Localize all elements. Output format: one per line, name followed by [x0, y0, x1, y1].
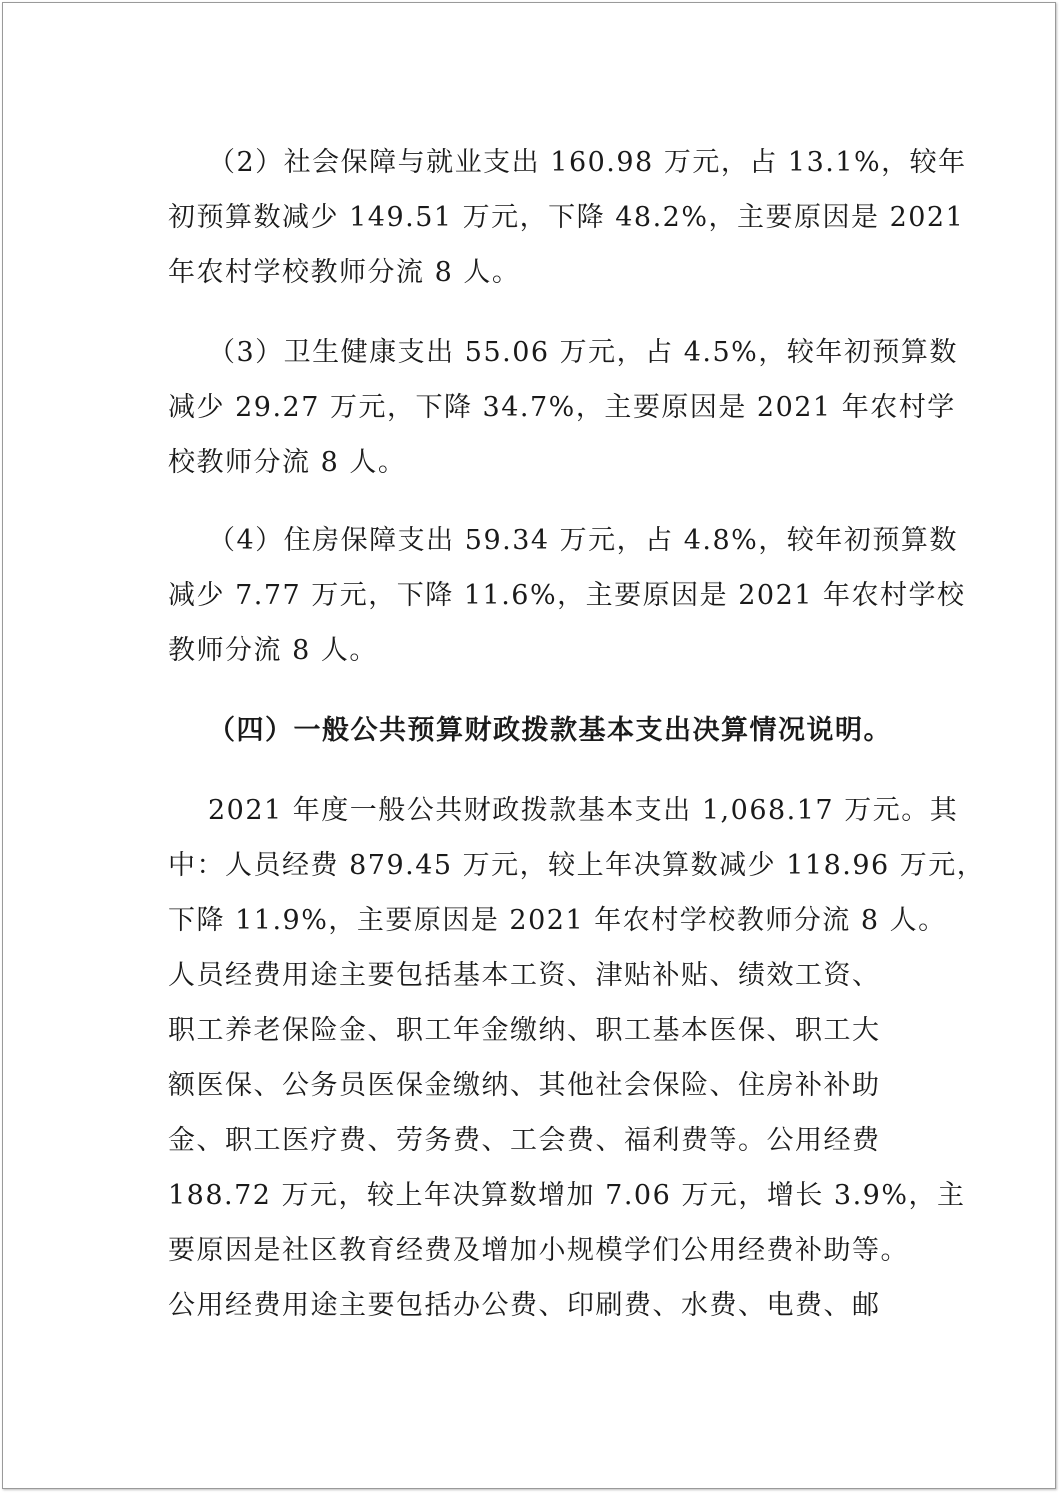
text-line: 额医保、公务员医保金缴纳、其他社会保险、住房补补助 [168, 1070, 881, 1101]
text-line: 初预算数减少 149.51 万元，下降 48.2%，主要原因是 2021 [168, 202, 965, 233]
text-line: 2021 年度一般公共财政拨款基本支出 1,068.17 万元。其 [208, 795, 959, 826]
document-page [2, 2, 1056, 1489]
text-line: 188.72 万元，较上年决算数增加 7.06 万元，增长 3.9%，主 [168, 1180, 966, 1211]
text-line: 人员经费用途主要包括基本工资、津贴补贴、绩效工资、 [168, 960, 881, 991]
text-line: 中：人员经费 879.45 万元，较上年决算数减少 118.96 万元， [168, 850, 986, 881]
text-line: 公用经费用途主要包括办公费、印刷费、水费、电费、邮 [168, 1290, 881, 1321]
text-line: 减少 29.27 万元，下降 34.7%，主要原因是 2021 年农村学 [168, 392, 956, 423]
text-line: （2）社会保障与就业支出 160.98 万元，占 13.1%，较年 [208, 147, 967, 178]
text-line: （3）卫生健康支出 55.06 万元，占 4.5%，较年初预算数 [208, 337, 958, 368]
section-heading: （四）一般公共预算财政拨款基本支出决算情况说明。 [208, 715, 892, 746]
text-line: 教师分流 8 人。 [168, 635, 378, 666]
text-line: 校教师分流 8 人。 [168, 447, 407, 478]
text-line: 下降 11.9%，主要原因是 2021 年农村学校教师分流 8 人。 [168, 905, 947, 936]
text-line: 职工养老保险金、职工年金缴纳、职工基本医保、职工大 [168, 1015, 881, 1046]
text-line: 减少 7.77 万元，下降 11.6%，主要原因是 2021 年农村学校 [168, 580, 966, 611]
text-line: 金、职工医疗费、劳务费、工会费、福利费等。公用经费 [168, 1125, 881, 1156]
text-line: 要原因是社区教育经费及增加小规模学们公用经费补助等。 [168, 1235, 909, 1266]
text-line: （4）住房保障支出 59.34 万元，占 4.8%，较年初预算数 [208, 525, 958, 556]
text-line: 年农村学校教师分流 8 人。 [168, 257, 521, 288]
